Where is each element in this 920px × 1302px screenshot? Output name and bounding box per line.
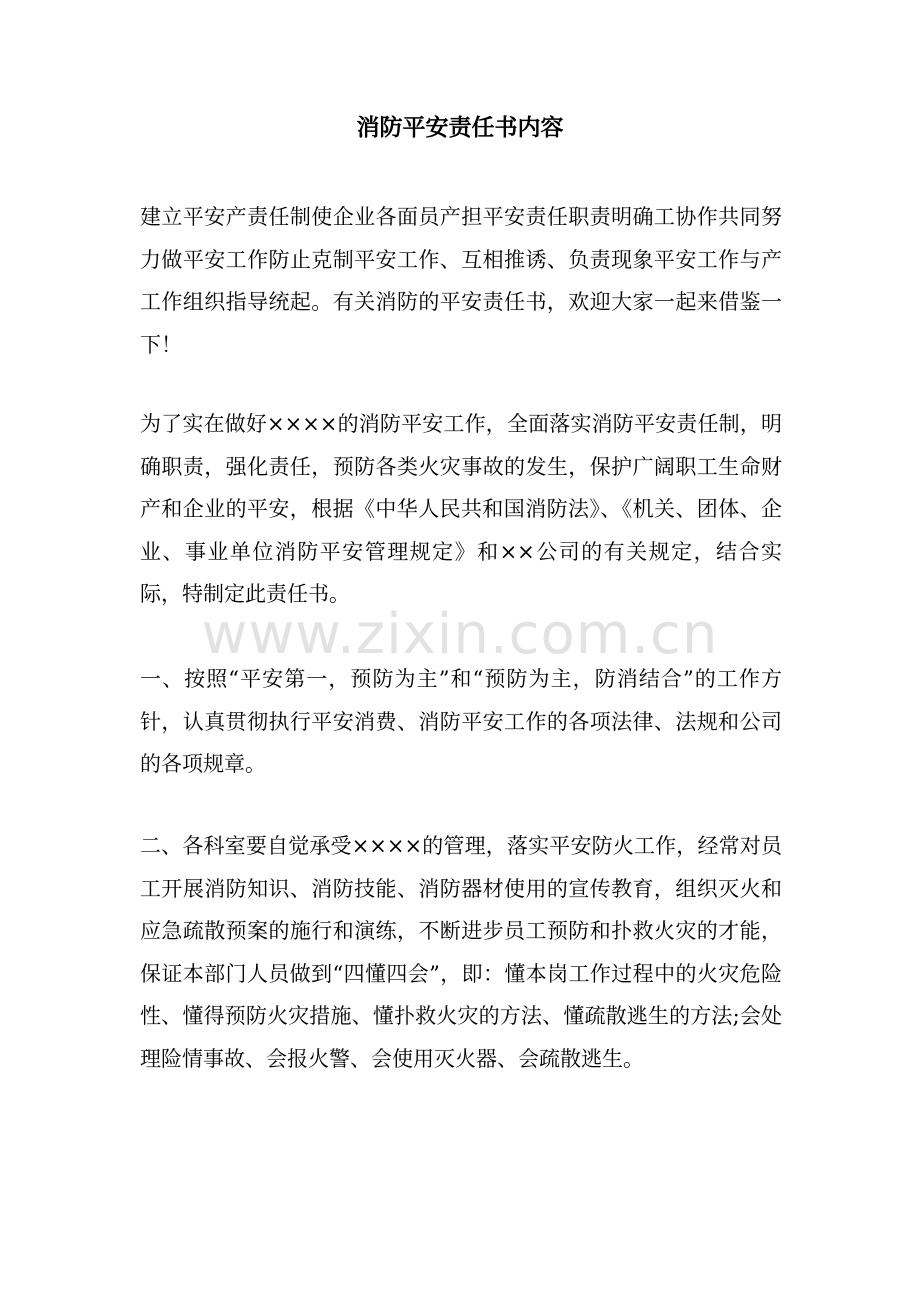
intro-paragraph: 建立平安产责任制使企业各面员产担平安责任职责明确工协作共同努力做平安工作防止克制平安工作、互相推诱、负责现象平安工作与产工作组织指导统起。有关消防的平安责任书，欢迎大家一起来借鉴一下！ — [140, 205, 782, 357]
watermark: www.zixin.com.cn — [201, 602, 719, 667]
clause-one-paragraph: 一、按照“平安第一，预防为主”和“预防为主，防消结合”的工作方针，认真贯彻执行平安消费、消防平安工作的各项法律、法规和公司的各项规章。 — [140, 667, 782, 776]
clause-two-paragraph: 二、各科室要自觉承受××××的管理，落实平安防火工作，经常对员工开展消防知识、消防技能、消防器材使用的宣传教育，组织灭火和应急疏散预案的施行和演练，不断进步员工预防和扑救火灾的才能，保证本部门人员做到“四懂四会”，即：懂本岗工作过程中的火灾危险性、懂得预防火灾措施、懂扑救火灾的方法、懂疏散逃生的方法;会处理险情事故、会报火警、会使用灭火器、会疏散逃生。 — [140, 834, 782, 1071]
document-title: 消防平安责任书内容 — [356, 114, 564, 141]
purpose-paragraph: 为了实在做好××××的消防平安工作，全面落实消防平安责任制，明确职责，强化责任，预防各类火灾事故的发生，保护广阔职工生命财产和企业的平安，根据《中华人民共和国消防法》、《机关、团体、企业、事业单位消防平安管理规定》和××公司的有关规定，结合实际，特制定此责任书。 — [140, 412, 782, 606]
